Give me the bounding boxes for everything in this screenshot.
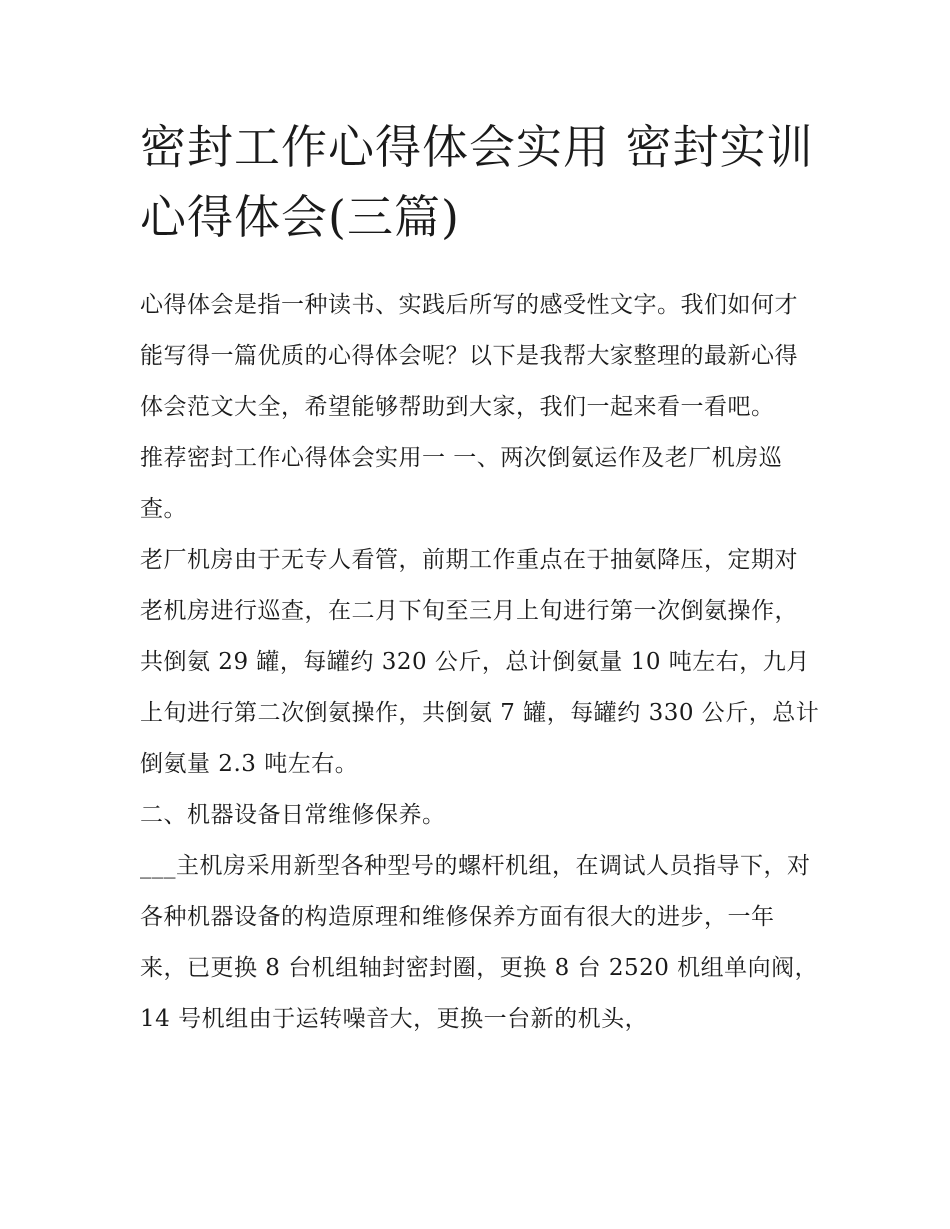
paragraph-ammonia-transfer: 老厂机房由于无专人看管，前期工作重点在于抽氨降压，定期对老机房进行巡查，在二月下旬至三月上旬进行第一次倒氨操作，共倒氨 29 罐，每罐约 320 公斤，总计倒氨量 10 吨左右，九月上旬进行第二次倒氨操作，共倒氨 7 罐，每罐约 330 公斤，总计倒氨量 2.3 吨左右。 — [140, 547, 820, 777]
paragraph-intro: 心得体会是指一种读书、实践后所写的感受性文字。我们如何才能写得一篇优质的心得体会呢？以下是我帮大家整理的最新心得体会范文大全，希望能够帮助到大家，我们一起来看一看吧。 — [140, 292, 798, 420]
document-title: 密封工作心得体会实用 密封实训心得体会(三篇) — [140, 120, 814, 244]
paragraph-maintenance: ___主机房采用新型各种型号的螺杆机组，在调试人员指导下，对各种机器设备的构造原理和维修保养方面有很大的进步，一年来，已更换 8 台机组轴封密封圈，更换 8 台 2520 机组单向阀，14 号机组由于运转噪音大，更换一台新的机头， — [140, 853, 819, 1032]
paragraph-section-one-heading: 推荐密封工作心得体会实用一 一、两次倒氨运作及老厂机房巡查。 — [140, 445, 783, 522]
document-body — [140, 280, 820, 1045]
paragraph-section-two-heading: 二、机器设备日常维修保养。 — [140, 802, 446, 828]
